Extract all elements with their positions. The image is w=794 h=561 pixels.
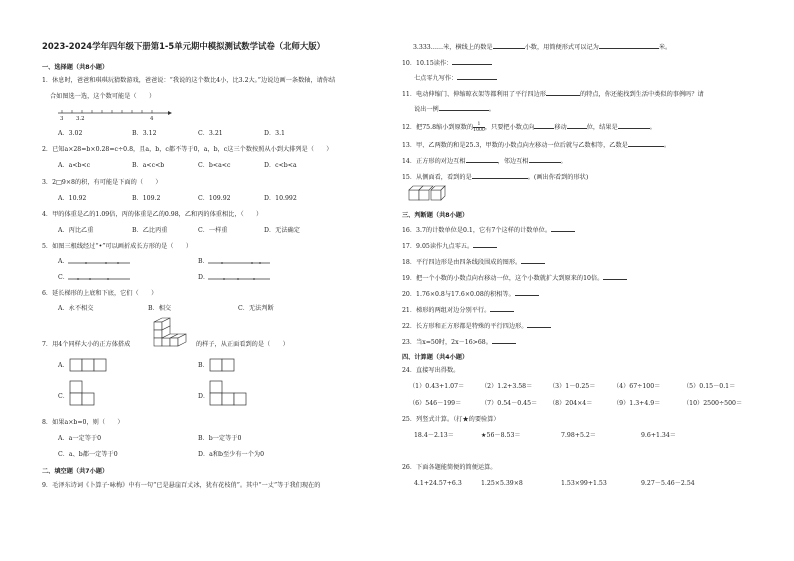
simplify-item: 1.25×5.39×8 — [481, 480, 523, 487]
option: D．10.992 — [264, 195, 297, 202]
simplify-item: 1.53×99+1.53 — [561, 480, 607, 487]
option: C． — [58, 393, 69, 400]
option: B．b一定等于0 — [198, 435, 242, 442]
option: D．无法确定 — [264, 227, 300, 234]
option: A．a一定等于0 — [58, 435, 102, 442]
option: A． — [58, 362, 69, 369]
option: D． — [198, 393, 210, 400]
option: B．a<c<b — [132, 162, 165, 169]
q19-text: 19．把一个小数的小数点向右移动一位，这个小数就扩大到原来的10倍。 — [402, 273, 627, 283]
calc-item: （9）1.3+4.9＝ — [613, 400, 661, 407]
vertical-calc-item: 18.4－2.13＝ — [414, 432, 454, 439]
option: B．乙比丙重 — [132, 227, 168, 234]
calc-item: （5）0.15－0.1＝ — [683, 383, 736, 390]
section-calc: 四、计算题（共4小题） — [402, 354, 469, 361]
section-fill: 二、填空题（共7小题） — [42, 468, 109, 475]
q4-text: 4．甲的体重是乙的1.09倍，丙的体重是乙的0.98，乙和丙的体重相比，（ ） — [42, 211, 263, 218]
q2-text: 2．已知a×28=b×0.28=c÷0.8，且a，b，c都不等于0，a，b，c这三个数按照从小到大排列是（ ） — [42, 146, 333, 153]
option: C．一样重 — [198, 227, 228, 234]
option: D．a和b至少有一个为0 — [198, 451, 265, 458]
view-option-c — [70, 380, 120, 406]
calc-item: （2）1.2+3.58＝ — [481, 383, 533, 390]
q5-text: 5．如图三根线经过“•”可以画折成长方形的是（ ） — [42, 243, 193, 250]
fraction: $\frac{1}{1000}$ — [473, 122, 485, 133]
q9-continued: 3.333……米，横线上的数是 小数，用简便形式可以记为 米。 — [413, 44, 672, 51]
option: A．a<b<c — [58, 162, 91, 169]
q23-text: 23．当x=50时，2x－16>68。 — [402, 337, 516, 347]
q10b-text: 七点零九写作： — [414, 73, 497, 83]
q25-text: 25．列竖式计算。（打★的要验算） — [402, 416, 500, 423]
option: C．a、b都一定等于0 — [58, 451, 118, 458]
q22-text: 22．长方形和正方形都是特殊的平行四边形。 — [402, 321, 551, 331]
option: D． — [198, 274, 210, 281]
q24-text: 24．直接写出得数。 — [402, 367, 460, 374]
view-option-b — [210, 358, 260, 372]
dotted-line-figure — [68, 259, 132, 267]
option: A． — [58, 258, 69, 265]
q15-text: 15．从侧面看，看到的是 。(画出你看到的形状) — [402, 174, 589, 181]
dotted-line-figure — [208, 259, 272, 267]
q16-text: 16．3.7的计数单位是0.1，它有7个这样的计数单位。 — [402, 225, 575, 235]
option: C． — [58, 274, 69, 281]
section-judge: 三、判断题（共8小题） — [402, 212, 469, 219]
vertical-calc-item: 7.98+5.2＝ — [561, 432, 596, 439]
q1-line2: 合如图选一选，这个数可能是（ ） — [50, 93, 156, 100]
q11b-text: 说出一例 。 — [414, 106, 495, 113]
option: A．丙比乙重 — [58, 227, 94, 234]
right-column — [397, 0, 794, 561]
vertical-calc-item: ★56－8.53＝ — [481, 432, 521, 439]
calc-item: （8）204×4＝ — [549, 400, 593, 407]
option: B．3.12 — [132, 130, 157, 137]
page-title: 2023-2024学年四年级下册第1-5单元期中模拟测试数学试卷（北师大版） — [42, 41, 325, 51]
calc-item: （3）1－0.25＝ — [549, 383, 596, 390]
option: B．相交 — [148, 305, 172, 312]
option: A．3.02 — [58, 130, 83, 137]
axis-label: 3 — [60, 116, 64, 122]
option: D．3.1 — [264, 130, 285, 137]
q10-text: 10．10.15读作： — [402, 58, 492, 68]
simplify-item: 4.1+24.57+6.3 — [414, 480, 462, 487]
calc-item: （4）67÷100＝ — [613, 383, 661, 390]
q14-text: 14．正方形的对边互相 ，邻边互相 。 — [402, 158, 567, 165]
q6-text: 6．延长梯形的上底和下底，它们（ ） — [42, 290, 158, 297]
q7-text: 7．用4个同样大小的正方体搭成 — [42, 341, 131, 348]
simplify-item: 9.27－5.46－2.54 — [641, 480, 695, 487]
axis-label: 3.2 — [76, 116, 85, 122]
q12-text: 12．把75.8缩小到原数的 $\frac{1}{1000}$ ，只要把小数点向 移动 位，结果是 。 — [402, 122, 656, 133]
calc-item: （1）0.43+1.07＝ — [409, 383, 465, 390]
option: C．3.21 — [198, 130, 223, 137]
q18-text: 18．平行四边形是由四条线段围成的图形。 — [402, 257, 545, 267]
q3-text: 3．2□9×8的积，有可能是下面的（ ） — [42, 179, 162, 186]
option: C．109.92 — [198, 195, 231, 202]
option: C．无法判断 — [238, 305, 274, 312]
q26-text: 26．下面各题能简便的简便运算。 — [402, 464, 497, 471]
q8-text: 8．如果a×b=0，则（ ） — [42, 419, 124, 426]
dotted-line-figure — [68, 275, 132, 283]
q13-text: 13．甲、乙两数的和是25.3，甲数的小数点向左移动一位后就与乙数相等，乙数是 。 — [402, 142, 671, 149]
q17-text: 17．9.05读作九点零五。 — [402, 241, 497, 251]
dotted-line-figure — [208, 275, 272, 283]
section-choice: 一、选择题（共8小题） — [42, 64, 109, 71]
q1-line1: 1．休息时，爸爸和琪琪玩猜数游戏，爸爸说：“我说的这个数比4小，比3.2大。”边说边画一条数轴，请你结 — [42, 77, 336, 84]
option: A．10.92 — [58, 195, 87, 202]
view-option-a — [70, 358, 120, 372]
q7-text-tail: 的样子，从正面看到的是（ ） — [196, 341, 289, 348]
option: B． — [198, 258, 209, 265]
q21-text: 21．梯形的两组对边分别平行。 — [402, 305, 514, 315]
calc-item: （6）546－199＝ — [409, 400, 462, 407]
vertical-calc-item: 9.6+1.34＝ — [641, 432, 676, 439]
option: D．c<b<a — [264, 162, 297, 169]
q20-text: 20．1.76×0.8与17.6×0.08的积相等。 — [402, 289, 539, 299]
option: A．永不相交 — [58, 305, 94, 312]
q9-text: 9．毛泽东诗词《卜算子·咏梅》中有一句“已是悬崖百丈冰，犹有花枝俏”。其中“一丈”等于我们现在的 — [42, 482, 321, 489]
option: B． — [198, 362, 209, 369]
option: C．b<a<c — [198, 162, 231, 169]
option: B．109.2 — [132, 195, 161, 202]
calc-item: （7）0.54－0.45＝ — [481, 400, 538, 407]
calc-item: （10）2500÷500＝ — [683, 400, 743, 407]
cube-stack-figure — [148, 318, 194, 354]
q11-text: 11．电动伸缩门、伸缩晾衣架等都利用了平行四边形 的特点，你还能找到生活中类似的事例吗？请 — [402, 91, 704, 98]
view-option-d — [210, 380, 260, 406]
axis-label: 4 — [150, 116, 154, 122]
side-view-cubes-figure — [409, 184, 459, 204]
